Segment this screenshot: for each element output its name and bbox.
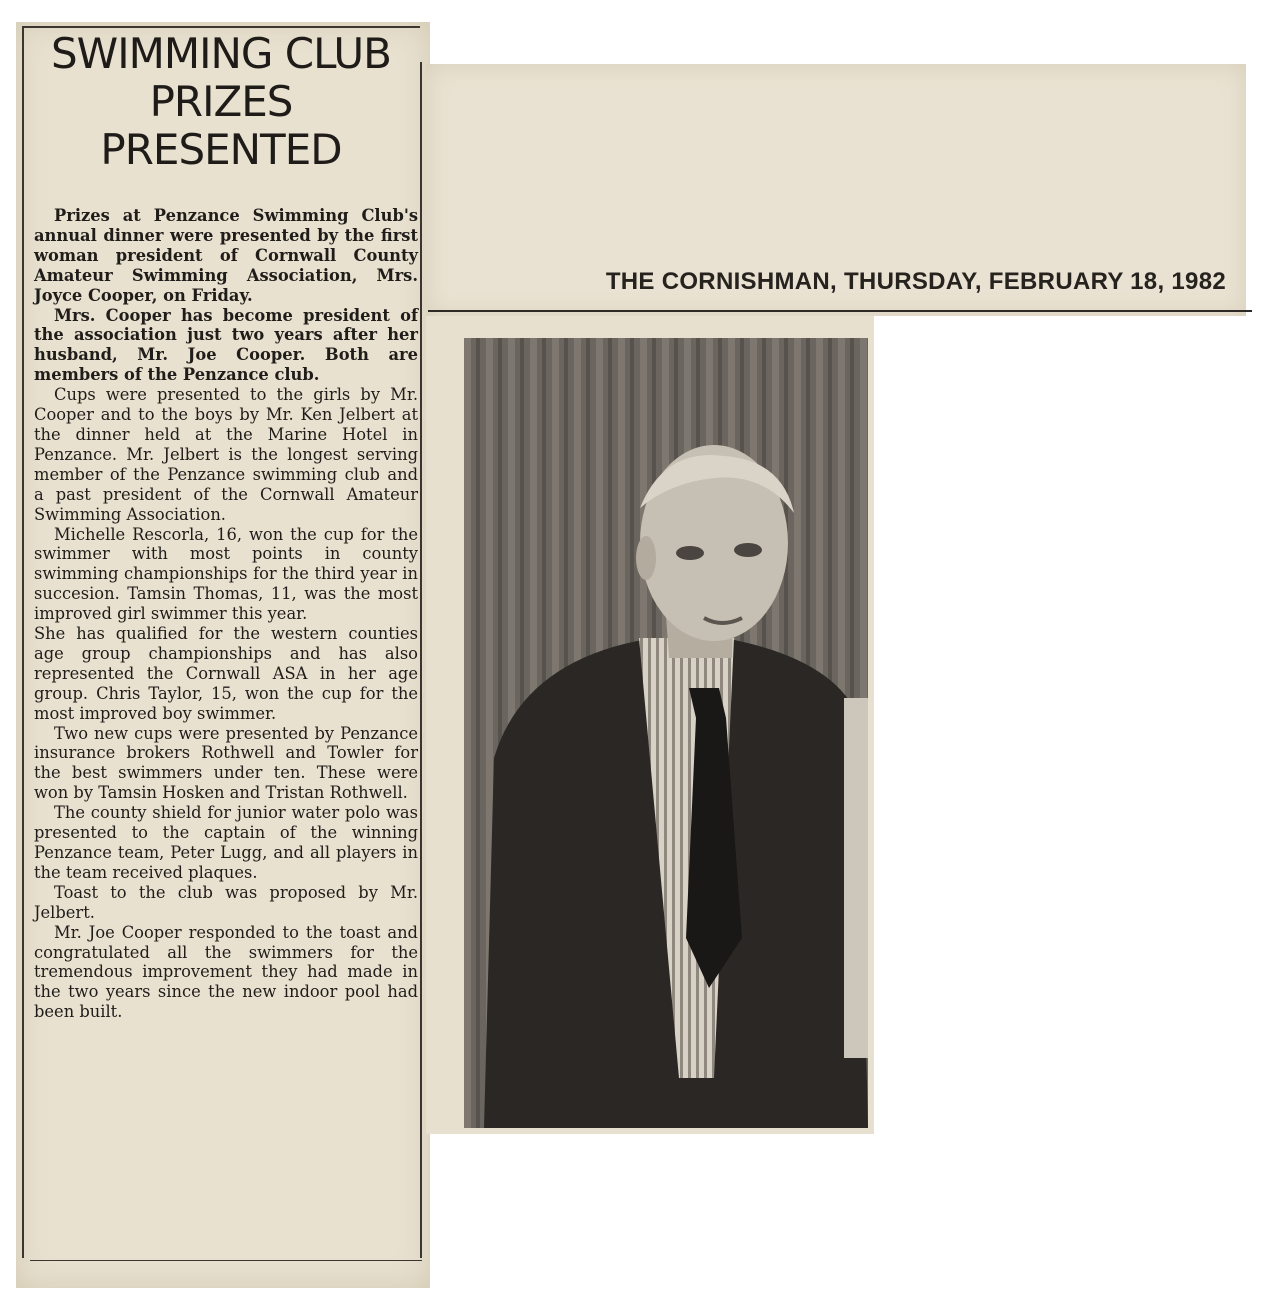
- dateline-rule: [428, 310, 1252, 312]
- article-paragraph-5: She has qualified for the western counties age group championships and has also represented the Cornwall ASA in her age group. Chris Taylor, 15, won the cup for the most improved boy swimmer.: [34, 624, 418, 723]
- article-paragraph-lead: Prizes at Penzance Swimming Club's annual dinner were presented by the first woman president of Cornwall County Amateur Swimming Association, Mrs. Joyce Cooper, on Friday.: [34, 206, 418, 305]
- article-paragraph-2: Mrs. Cooper has become president of the association just two years after her husband, Mr. Joe Cooper. Both are members of the Penzance club.: [34, 305, 418, 385]
- column-rule-right: [420, 62, 422, 1258]
- headline-line-1: SWIMMING CLUB: [51, 29, 391, 78]
- article-paragraph-9: Mr. Joe Cooper responded to the toast and congratulated all the swimmers for the tremendous improvement they had made in the two years since the new indoor pool had been built.: [34, 922, 418, 1022]
- article-paragraph-7: The county shield for junior water polo was presented to the captain of the winning Penzance team, Peter Lugg, and all players in the team received plaques.: [34, 803, 418, 882]
- column-rule-left: [22, 26, 24, 1258]
- newspaper-dateline: THE CORNISHMAN, THURSDAY, FEBRUARY 18, 1982: [605, 268, 1226, 295]
- article-paragraph-4: Michelle Rescorla, 16, won the cup for the swimmer with most points in county swimming championships for the third year in succesion. Tamsin Thomas, 11, was the most improved girl swimmer this year.: [34, 524, 418, 624]
- portrait-photo: [464, 338, 868, 1128]
- article-body: [34, 206, 418, 1022]
- article-paragraph-3: Cups were presented to the girls by Mr. Cooper and to the boys by Mr. Ken Jelbert at the dinner held at the Marine Hotel in Penzance. Mr. Jelbert is the longest serving member of the Penzance swimming club and a past president of the Cornwall Amateur Swimming Association.: [34, 385, 418, 524]
- article-paragraph-8: Toast to the club was proposed by Mr. Jelbert.: [34, 882, 418, 922]
- headline-line-3: PRESENTED: [100, 125, 342, 174]
- column-rule-bottom: [30, 1260, 422, 1261]
- headline-line-2: PRIZES: [149, 77, 293, 126]
- column-rule-top: [22, 26, 420, 28]
- article-headline: [24, 30, 418, 174]
- article-paragraph-6: Two new cups were presented by Penzance insurance brokers Rothwell and Towler for the best swimmers under ten. These were won by Tamsin Hosken and Tristan Rothwell.: [34, 723, 418, 803]
